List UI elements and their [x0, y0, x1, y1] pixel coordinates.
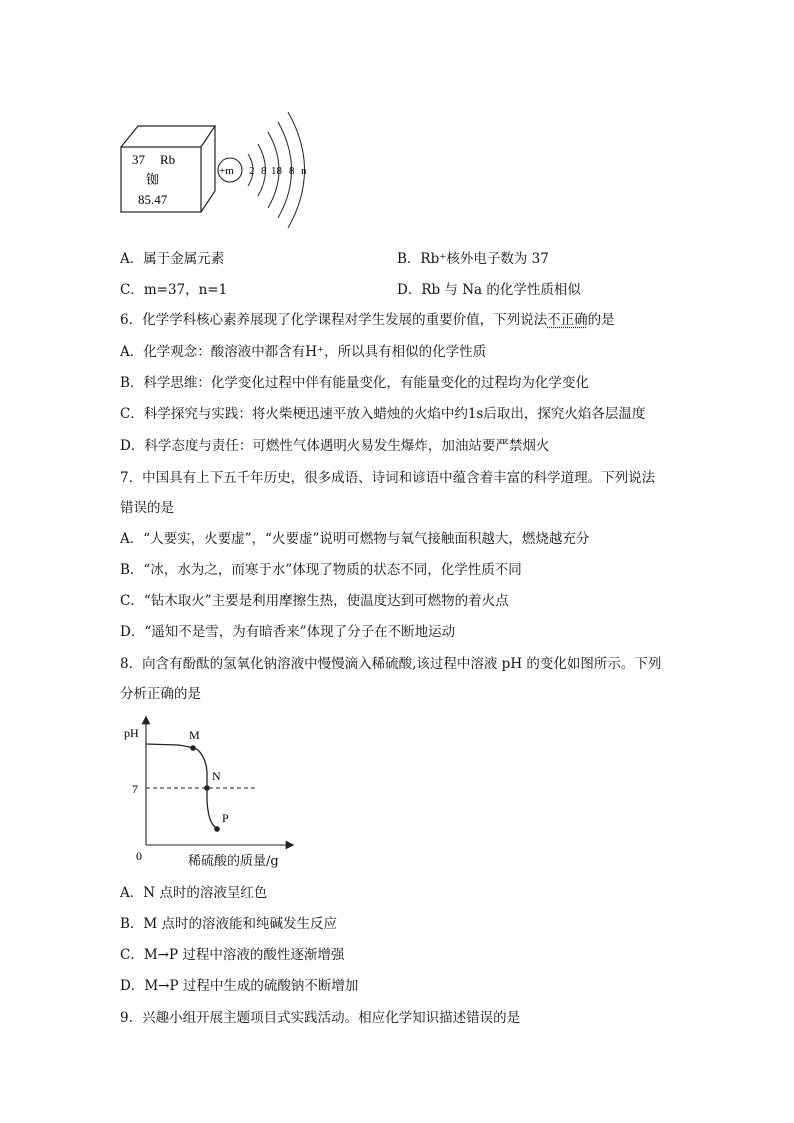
q9-stem: 9．兴趣小组开展主题项目式实践活动。相应化学知识描述错误的是: [120, 1010, 521, 1026]
q6-option-b: B．科学思维：化学变化过程中伴有能量变化，有能量变化的过程均为化学变化: [120, 375, 589, 391]
q6-option-d: D．科学态度与责任：可燃性气体遇明火易发生爆炸，加油站要严禁烟火: [120, 438, 550, 454]
shell-5: n: [301, 165, 307, 177]
shell-3: 18: [271, 165, 282, 177]
q8-option-b: B．M 点时的溶液能和纯碱发生反应: [120, 916, 338, 932]
shell-4: 8: [289, 165, 295, 177]
q6-option-c: C．科学探究与实践：将火柴梗迅速平放入蜡烛的火焰中约1s后取出，探究火焰各层温度: [120, 406, 646, 422]
q5-option-b: B．Rb⁺核外电子数为 37: [397, 251, 549, 267]
point-p-label: P: [222, 811, 229, 825]
element-name: 铷: [146, 172, 160, 187]
q8-stem-line2: 分析正确的是: [120, 686, 201, 702]
point-m: [190, 745, 196, 751]
q8-option-c: C．M→P 过程中溶液的酸性逐渐增强: [120, 947, 345, 963]
q7-stem-line1: 7．中国具有上下五千年历史，很多成语、诗词和谚语中蕴含着丰富的科学道理。下列说法: [120, 470, 656, 486]
q6-stem: 6．化学学科核心素养展现了化学课程对学生发展的重要价值，下列说法不正确的是: [120, 312, 615, 328]
q6-option-a: A．化学观念：酸溶液中都含有H⁺，所以具有相似的化学性质: [120, 344, 487, 360]
q8-option-d: D．M→P 过程中生成的硫酸钠不断增加: [120, 978, 359, 994]
y-axis-label: pH: [124, 726, 139, 740]
q7-stem-line2: 错误的是: [120, 500, 174, 516]
q7-option-c: C．“钻木取火”主要是利用摩擦生热，使温度达到可燃物的着火点: [120, 593, 509, 609]
origin-label: 0: [136, 849, 142, 863]
q8-option-a: A．N 点时的溶液呈红色: [120, 885, 268, 901]
y-tick-7: 7: [132, 782, 138, 796]
q5-option-a: A．属于金属元素: [120, 251, 225, 267]
rubidium-figure: [118, 104, 318, 229]
ph-chart: [118, 714, 298, 870]
q5-option-d: D．Rb 与 Na 的化学性质相似: [397, 282, 581, 298]
element-card-top: [121, 126, 215, 147]
atomic-mass: 85.47: [138, 192, 168, 207]
point-n: [204, 785, 210, 791]
q7-option-b: B．“冰，水为之，而寒于水”体现了物质的状态不同，化学性质不同: [120, 562, 522, 578]
point-m-label: M: [189, 728, 200, 742]
q7-option-a: A．“人要实，火要虚”，“火要虚”说明可燃物与氧气接触面积越大，燃烧越充分: [120, 531, 590, 547]
q7-option-d: D．“遥知不是雪，为有暗香来”体现了分子在不断地运动: [120, 624, 456, 640]
element-symbol: Rb: [160, 152, 176, 167]
shell-1: 2: [249, 165, 255, 177]
q8-stem-line1: 8．向含有酚酞的氢氧化钠溶液中慢慢滴入稀硫酸,该过程中溶液 pH 的变化如图所示。下列: [120, 656, 662, 672]
q6-emphasis: 不正确: [547, 312, 588, 328]
shell-2: 8: [261, 165, 267, 177]
point-p: [214, 826, 220, 832]
nucleus-charge: +m: [219, 165, 234, 177]
atomic-number: 37: [132, 152, 145, 167]
x-axis-label: 稀硫酸的质量/g: [188, 854, 279, 869]
point-n-label: N: [212, 769, 221, 783]
q5-option-c: C．m=37，n=1: [120, 282, 228, 298]
element-card-side: [201, 126, 215, 212]
